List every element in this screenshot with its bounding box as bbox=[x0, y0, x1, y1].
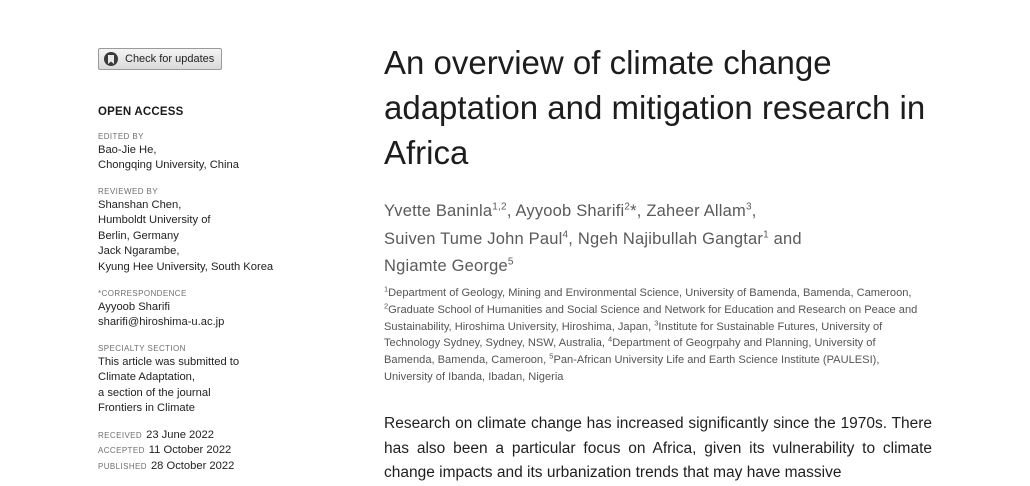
reviewed-by-line: Berlin, Germany bbox=[98, 229, 179, 242]
affiliation-text: Graduate School of Humanities and Social Science and Network for Education and Research on Peace and Sustainability, Hiroshima University, Hiroshima, Japan, bbox=[384, 303, 918, 333]
author-name[interactable]: Suiven Tume John Paul bbox=[384, 229, 563, 248]
author-separator: , bbox=[636, 202, 647, 220]
author-affiliation-ref: 2 bbox=[624, 201, 631, 213]
reviewed-by-line: Kyung Hee University, South Korea bbox=[98, 260, 274, 273]
check-for-updates-label: Check for updates bbox=[125, 53, 215, 65]
published-label: PUBLISHED bbox=[98, 461, 147, 471]
bookmark-icon bbox=[104, 52, 118, 66]
author-affiliation-ref: 5 bbox=[507, 256, 514, 268]
correspondence-name: Ayyoob Sharifi bbox=[98, 301, 170, 313]
author-affiliation-ref: 1,2 bbox=[492, 201, 507, 213]
affiliation-number: 3 bbox=[654, 317, 659, 327]
author-affiliation-ref: 1 bbox=[763, 229, 769, 240]
reviewed-by-label: REVIEWED BY bbox=[98, 187, 158, 196]
specialty-line: Climate Adaptation, bbox=[98, 371, 196, 384]
reviewed-by-line: Humboldt University of bbox=[98, 214, 211, 227]
specialty-section bbox=[98, 343, 239, 417]
author-affiliation-ref: 3 bbox=[745, 201, 752, 213]
specialty-line: a section of the journal bbox=[98, 386, 211, 399]
publication-dates bbox=[98, 428, 234, 474]
open-access-label: OPEN ACCESS bbox=[98, 106, 184, 118]
author-name[interactable]: Ayyoob Sharifi bbox=[515, 202, 625, 220]
edited-by-line: Bao-Jie He, bbox=[98, 144, 157, 156]
author-name[interactable]: Yvette Baninla bbox=[384, 202, 493, 220]
body-paragraph: Research on climate change has increased significantly since the 1970s. There has also been a particular focus on Africa, given its vulnerability to climate change impacts and its urbanization trends that may have massive bbox=[384, 415, 932, 481]
edited-by-line: Chongqing University, China bbox=[98, 159, 239, 172]
edited-by-label: EDITED BY bbox=[98, 132, 144, 141]
specialty-label: SPECIALTY SECTION bbox=[98, 344, 186, 353]
reviewed-by-line: Shanshan Chen, bbox=[98, 199, 182, 211]
correspondence-label: *CORRESPONDENCE bbox=[98, 289, 187, 298]
correspondence-section bbox=[98, 288, 224, 331]
check-for-updates-button[interactable] bbox=[98, 48, 222, 70]
correspondence-email[interactable]: sharifi@hiroshima-u.ac.jp bbox=[98, 316, 225, 329]
affiliation-text: Department of Geogrpahy and Planning, University of Bamenda, Bamenda, Cameroon, bbox=[384, 337, 876, 367]
author-name[interactable]: Zaheer Allam bbox=[646, 202, 746, 220]
affiliation-number: 5 bbox=[549, 351, 554, 361]
article-title: An overview of climate change adaptation and mitigation research in Africa bbox=[384, 44, 926, 171]
author-separator: , bbox=[568, 229, 578, 248]
edited-by-section bbox=[98, 131, 239, 174]
author-name[interactable]: Ngiamte George bbox=[384, 257, 508, 275]
reviewed-by-line: Jack Ngarambe, bbox=[98, 245, 180, 258]
specialty-line: Frontiers in Climate bbox=[98, 402, 195, 415]
corresponding-author-mark: * bbox=[630, 202, 637, 220]
received-date: 23 June 2022 bbox=[146, 429, 214, 441]
author-separator: and bbox=[768, 229, 802, 248]
specialty-line: This article was submitted to bbox=[98, 356, 240, 368]
accepted-label: ACCEPTED bbox=[98, 446, 145, 456]
affiliation-text: Institute for Sustainable Futures, University of Technology Sydney, Sydney, NSW, Australia, bbox=[384, 320, 883, 350]
author-name[interactable]: Ngeh Najibullah Gangtar bbox=[577, 229, 764, 248]
published-date: 28 October 2022 bbox=[150, 459, 235, 472]
affiliation-number: 2 bbox=[384, 301, 389, 311]
author-separator: , bbox=[751, 202, 757, 220]
author-separator: , bbox=[506, 202, 516, 220]
affiliation-text: Pan-African University Life and Earth Science Institute (PAULESI), University of Ibanda, Ibadan, Nigeria bbox=[384, 354, 880, 383]
affiliation-number: 4 bbox=[608, 334, 613, 344]
reviewed-by-section bbox=[98, 186, 273, 275]
author-list bbox=[384, 198, 944, 281]
author-affiliation-ref: 4 bbox=[562, 229, 569, 240]
accepted-date: 11 October 2022 bbox=[148, 444, 232, 457]
received-label: RECEIVED bbox=[98, 431, 143, 440]
affiliations bbox=[384, 285, 924, 386]
affiliation-text: Department of Geology, Mining and Environmental Science, University of Bamenda, Bamenda, Cameroon, bbox=[388, 287, 912, 299]
affiliation-number: 1 bbox=[384, 284, 389, 294]
